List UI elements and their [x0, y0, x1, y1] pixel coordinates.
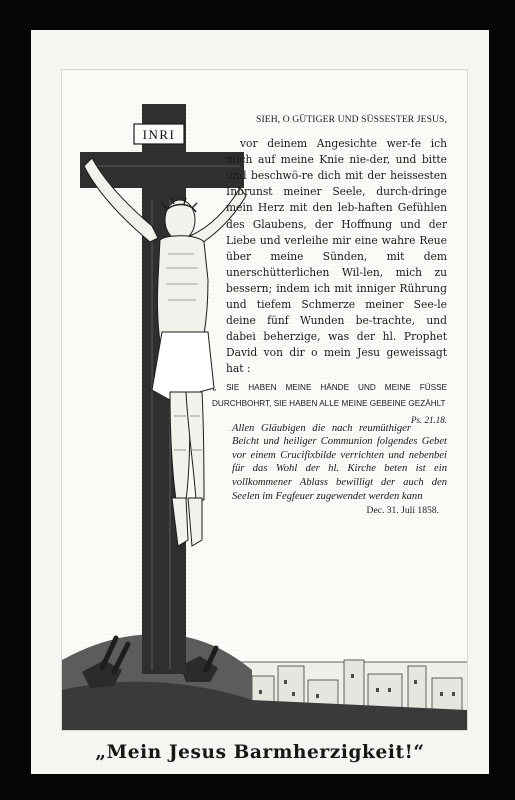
inri-inscription: INRI [142, 127, 176, 142]
card-caption: „Mein Jesus Barmherzigkeit!“ [95, 742, 425, 763]
devotional-card [31, 30, 489, 774]
quote-mark: „ [212, 382, 217, 393]
psalm-quote-text: SIE HABEN MEINE HÄNDE UND MEINE FÜSSE DURCHBOHRT, SIE HABEN ALLE MEINE GEBEINE GEZÄHLT [212, 382, 447, 408]
indulgence-date: Dec. 31. Juli 1858. [366, 505, 439, 517]
prayer-heading: SIEH, O GÜTIGER UND SÜSSESTER JESUS, [256, 114, 447, 125]
prayer-text-block [212, 112, 447, 519]
indulgence-note: Allen Gläubigen die nach reumüthiger Beicht und heiliger Communion folgendes Gebet vor einem Crucifixbilde verrichten und nebenbei für das Wohl der hl. Kirche beten ist ein vollkommener Ablass bewilligt der auch den Seelen im Fegfeuer zugewendet werden kann [232, 422, 447, 502]
psalm-reference: Ps. 21.18. [411, 414, 447, 425]
prayer-body: vor deinem Angesichte wer-fe ich mich auf meine Knie nie-der, und bitte und beschwö-re dich mit der heissesten Inbrunst meiner Seele, durch-dringe mein Herz mit den leb-haften Gefühlen des Glaubens, der Hoffnung und der Liebe und verleihe mir eine wahre Reue über meine Sünden, mit dem unerschütterlichen Wil-len, mich zu bessern; indem ich mit inniger Rührung und tiefem Schmerze meiner See-le deine fünf Wunden be-trachte, und dabei beherzige, was der hl. Prophet David von dir o mein Jesu geweissagt hat : [226, 137, 447, 376]
engraving-plate [62, 70, 467, 730]
psalm-quote [212, 380, 447, 425]
